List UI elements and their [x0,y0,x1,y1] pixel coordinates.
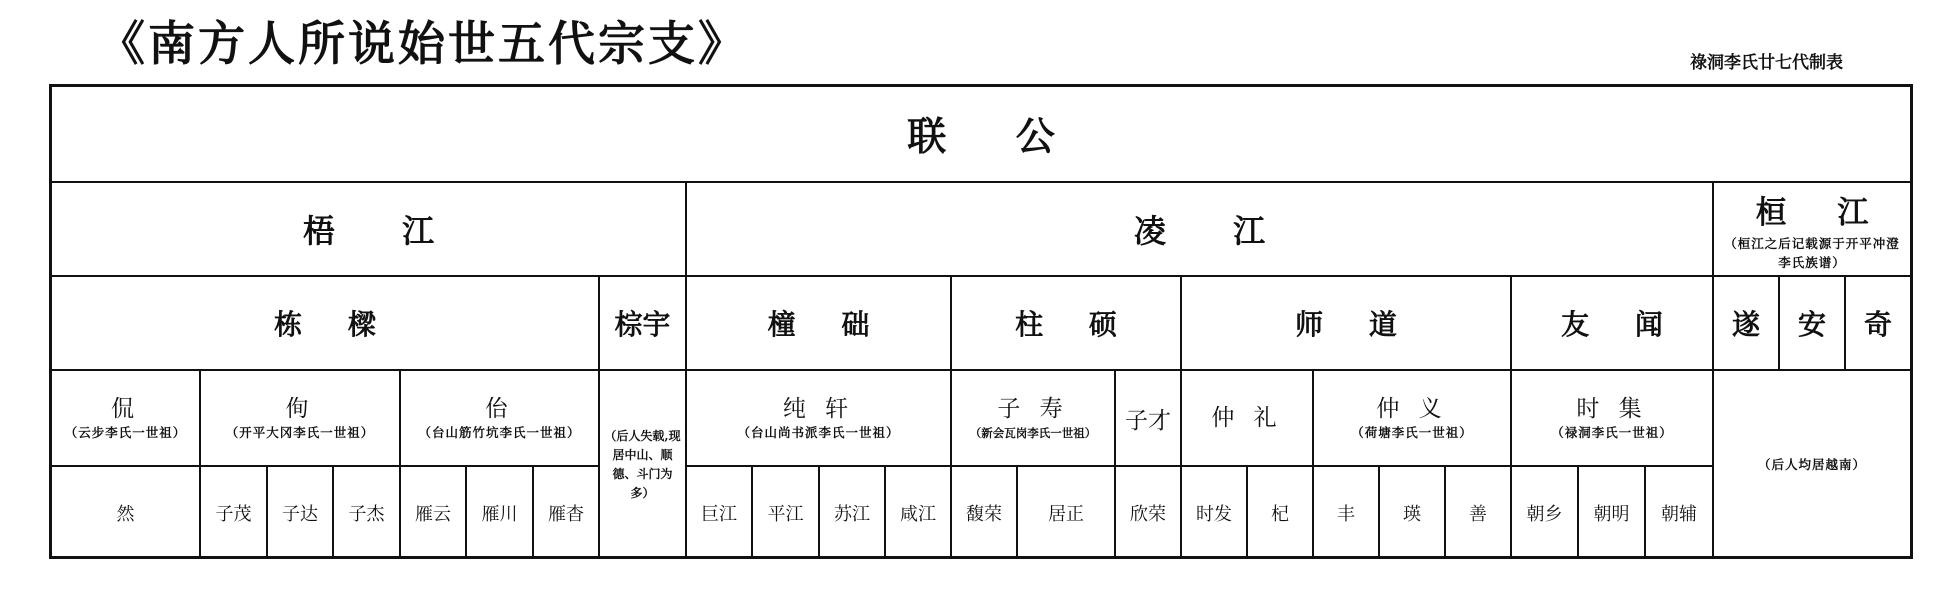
gen2-huanjiang-note: （桓江之后记载源于开平冲澄李氏族谱） [1724,235,1900,270]
gen5-cell-19: 朝乡 [1512,467,1579,559]
gen4-zhongli: 仲 礼 [1182,371,1314,467]
gen4-xun-note: （开平大冈李氏一世祖） [225,425,375,440]
gen4-yi: 佁 [485,396,514,422]
gen5-cell-21: 朝辅 [1646,467,1714,559]
gen5-cell-18: 善 [1446,467,1512,559]
gen3-qi: 奇 [1846,277,1910,371]
gen2-lingjiang: 凌 江 [687,183,1714,277]
gen4-shiji: 时 集 [1576,396,1648,422]
gen4-shiji-cell [1512,371,1714,467]
page-title: 《南方人所说始世五代宗支》 [98,17,748,72]
gen4-zicai: 子才 [1116,371,1182,467]
gen4-kan: 侃 [111,396,140,422]
gen4-xun-cell [201,371,401,467]
gen5-cell-3: 子杰 [334,467,401,559]
gen4-xun: 侚 [285,396,315,422]
gen5-cell-8: 平江 [753,467,820,559]
gen2-wujiang: 梧 江 [52,183,687,277]
gen4-zishou: 子 寿 [997,396,1069,422]
gen5-cell-13: 欣荣 [1116,467,1182,559]
gen4-shiji-note: （禄洞李氏一世祖） [1551,425,1673,440]
gen4-chunxuan-note: （台山尚书派李氏一世祖） [737,425,900,440]
gen5-cell-1: 子茂 [201,467,268,559]
gen4-zhongyi-note: （荷塘李氏一世祖） [1351,425,1473,440]
gen3-zhongchu: 橦 础 [687,277,952,371]
gen2-huanjiang: 桓 江 [1755,194,1889,231]
gen5-cell-17: 瑛 [1380,467,1446,559]
gen4-chunxuan: 纯 轩 [782,396,855,422]
gen3-an: 安 [1780,277,1846,371]
gen4-yi-note: （台山筋竹坑李氏一世祖） [418,425,581,440]
gen5-cell-2: 子达 [268,467,334,559]
gen4-yi-cell [401,371,600,467]
gen5-cell-15: 杞 [1248,467,1314,559]
gen5-cell-0: 然 [52,467,201,559]
gen5-cell-20: 朝明 [1579,467,1646,559]
genealogy-table [49,84,1913,559]
gen4-zishou-cell [952,371,1116,467]
table-maker-credit: 祿洞李氏廿七代制表 [1690,53,1843,73]
gen5-cell-10: 咸江 [886,467,952,559]
gen5-cell-5: 雁川 [467,467,534,559]
gen5-cell-12: 居正 [1018,467,1116,559]
gen3-shidao: 师 道 [1182,277,1512,371]
gen4-zhongyi: 仲 义 [1376,396,1448,422]
gen3-sui: 遂 [1714,277,1780,371]
gen5-cell-14: 时发 [1182,467,1248,559]
gen4-kan-cell [52,371,201,467]
gen4-zishou-note: （新会瓦岗李氏一世祖） [969,426,1097,440]
gen4-huanjiang-cell [1714,371,1910,559]
gen3-dongli: 栋 樑 [52,277,600,371]
gen2-huanjiang-cell [1714,183,1910,277]
gen5-cell-4: 雁云 [401,467,467,559]
gen5-cell-11: 馥荣 [952,467,1018,559]
gen5-cell-7: 巨江 [687,467,753,559]
gen3-zhushuo: 柱 硕 [952,277,1182,371]
gen4-huanjiang-note: （后人均居越南） [1757,457,1866,472]
gen4-zongyu-note: （后人失载,现居中山、顺德、斗门为多） [604,429,681,500]
gen5-cell-9: 苏江 [820,467,886,559]
gen4-zhongyi-cell [1314,371,1512,467]
gen4-chunxuan-cell [687,371,952,467]
gen3-youwen: 友 闻 [1512,277,1714,371]
gen4-kan-note: （云步李氏一世祖） [64,425,187,440]
gen3-zongyu: 棕宇 [600,277,687,371]
gen5-cell-6: 雁杳 [534,467,600,559]
gen1-lian-gong: 联 公 [52,87,1910,183]
gen4-zongyu-cell [600,371,687,559]
gen5-cell-16: 丰 [1314,467,1380,559]
